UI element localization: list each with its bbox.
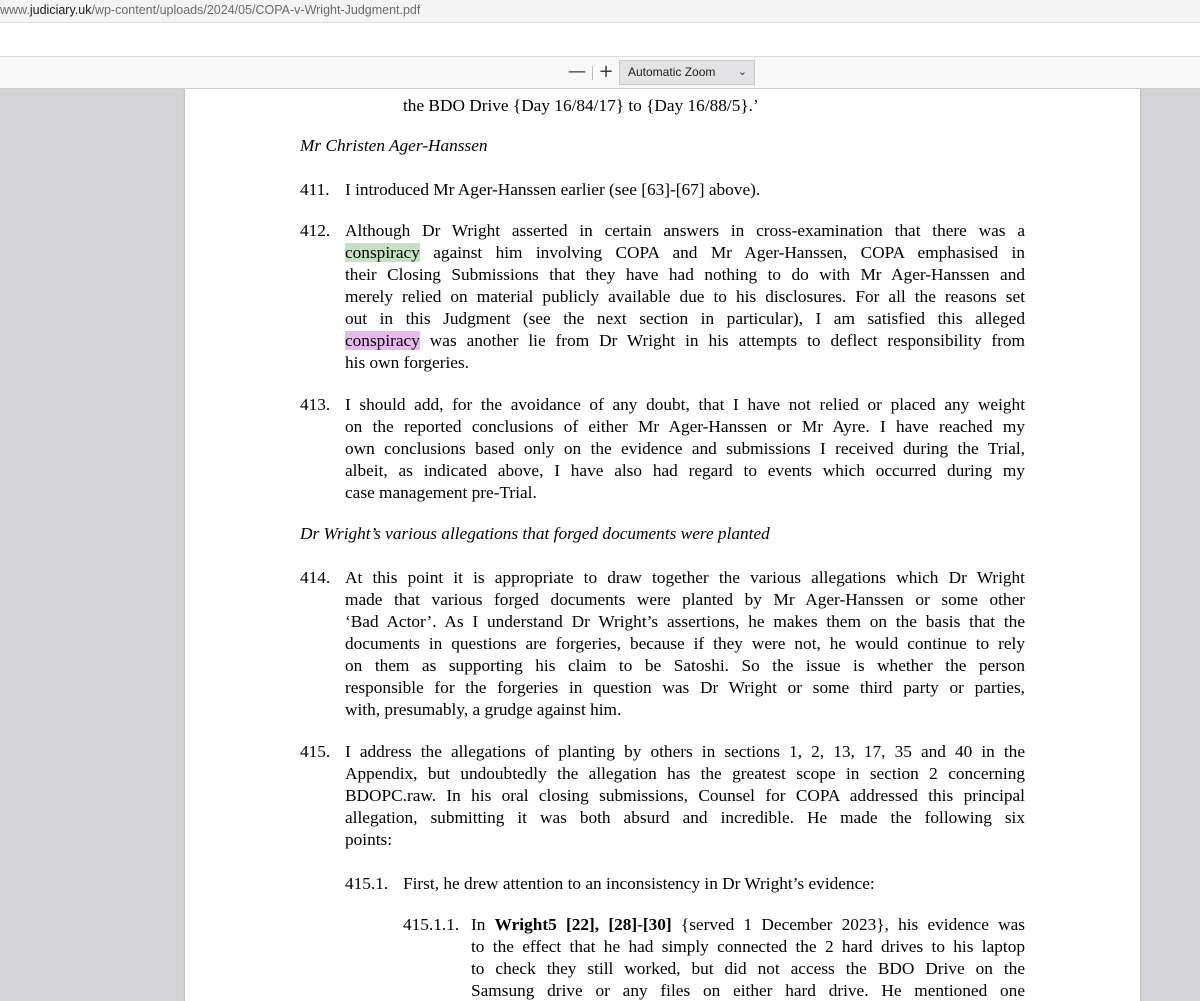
- pdf-viewer[interactable]: [0, 89, 1200, 1001]
- paragraph-number-412: 412.: [300, 221, 331, 240]
- paragraph-414-line: At this point it is appropriate to draw together the various allegations which Dr Wright: [345, 568, 1025, 587]
- paragraph-412-line: their Closing Submissions that they have had nothing to do with Mr Ager-Hanssen and: [345, 265, 1025, 284]
- paragraph-415-line: points:: [345, 830, 393, 849]
- zoom-in-button[interactable]: +: [598, 61, 614, 82]
- zoom-select[interactable]: [619, 60, 755, 85]
- zoom-out-button[interactable]: —: [568, 61, 586, 82]
- paragraph-414-line: responsible for the forgeries in question was Dr Wright or some third party or parties,: [345, 678, 1025, 697]
- paragraph-number-414: 414.: [300, 568, 331, 587]
- search-highlight: conspiracy: [345, 331, 420, 350]
- chevron-down-icon: ⌄: [737, 66, 747, 78]
- paragraph-413-line: I should add, for the avoidance of any doubt, that I have not relied or placed any weight: [345, 395, 1025, 414]
- paragraph-411-line: I introduced Mr Ager-Hanssen earlier (see [63]-[67] above).: [345, 180, 761, 199]
- toolbar-divider: [592, 66, 593, 80]
- paragraph-412-line: out in this Judgment (see the next section in particular), I am satisfied this alleged: [345, 309, 1025, 328]
- paragraph-414-line: made that various forged documents were planted by Mr Ager-Hanssen or some other: [345, 590, 1025, 609]
- paragraph-number-415-1-1: 415.1.1.: [403, 915, 460, 934]
- paragraph-413-line: own conclusions based only on the evidence and submissions I received during the Trial,: [345, 439, 1025, 458]
- section-heading-planted: Dr Wright’s various allegations that forged documents were planted: [300, 524, 770, 543]
- paragraph-413-line: case management pre-Trial.: [345, 483, 537, 502]
- paragraph-number-415-1: 415.1.: [345, 874, 389, 893]
- pdf-toolbar: [0, 57, 1200, 89]
- paragraph-415-1-1-line: to the effect that he had simply connected the 2 hard drives to his laptop: [471, 937, 1025, 956]
- zoom-select-value: Automatic Zoom: [628, 65, 716, 79]
- citation-bold: Wright5 [22], [28]: [494, 915, 638, 934]
- pdf-page: [185, 89, 1140, 1001]
- paragraph-412-line: conspiracy against him involving COPA and Mr Ager-Hanssen, COPA emphasised in: [345, 243, 1026, 262]
- paragraph-415-line: allegation, submitting it was both absurd and incredible. He made the following six: [345, 808, 1025, 827]
- paragraph-414-line: ‘Bad Actor’. As I understand Dr Wright’s assertions, he makes them on the basis that the: [345, 612, 1025, 631]
- paragraph-413-line: albeit, as indicated above, I have also had regard to events which occurred during my: [345, 461, 1025, 480]
- paragraph-415-1-1-line: Samsung drive or any files on either hard drive. He mentioned one: [471, 981, 1025, 1000]
- paragraph-415-line: Appendix, but undoubtedly the allegation has the greatest scope in section 2 concerning: [345, 764, 1025, 783]
- paragraph-414-line: with, presumably, a grudge against him.: [345, 700, 622, 719]
- paragraph-412-line: Although Dr Wright asserted in certain answers in cross-examination that there was a: [345, 221, 1025, 240]
- paragraph-415-line: I address the allegations of planting by others in sections 1, 2, 13, 17, 35 and 40 in the: [345, 742, 1025, 761]
- paragraph-415-1-line: First, he drew attention to an inconsistency in Dr Wright’s evidence:: [403, 874, 875, 893]
- paragraph-412-line: his own forgeries.: [345, 353, 469, 372]
- paragraph-414-line: on them as supporting his claim to be Satoshi. So the issue is whether the person: [345, 656, 1025, 675]
- paragraph-412-line: conspiracy was another lie from Dr Wright in his attempts to deflect responsibility from: [345, 331, 1025, 350]
- paragraph-413-line: on the reported conclusions of either Mr Ager-Hanssen or Mr Ayre. I have reached my: [345, 417, 1025, 436]
- browser-strip: [0, 23, 1200, 57]
- paragraph-number-413: 413.: [300, 395, 331, 414]
- url-host: judiciary.uk: [29, 3, 92, 17]
- paragraph-415-1-1-line: In Wright5 [22], [28]-[30] {served 1 December 2023}, his evidence was: [471, 915, 1025, 934]
- address-bar[interactable]: [0, 0, 1200, 23]
- url-path: /wp-content/uploads/2024/05/COPA-v-Wright-Judgment.pdf: [91, 3, 421, 17]
- url-prefix: www.: [0, 3, 30, 17]
- top-line: the BDO Drive {Day 16/84/17} to {Day 16/88/5}.’: [403, 96, 759, 115]
- citation-bold: [30]: [642, 915, 672, 934]
- search-highlight: conspiracy: [345, 243, 420, 262]
- paragraph-414-line: documents in questions are forgeries, because if they were not, he would continue to rely: [345, 634, 1025, 653]
- paragraph-number-415: 415.: [300, 742, 331, 761]
- paragraph-412-line: merely relied on material publicly available due to his disclosures. For all the reasons set: [345, 287, 1025, 306]
- section-heading-ager-hanssen: Mr Christen Ager-Hanssen: [300, 136, 488, 155]
- paragraph-415-1-1-line: to check they still worked, but did not access the BDO Drive on the: [471, 959, 1025, 978]
- paragraph-number-411: 411.: [300, 180, 330, 199]
- paragraph-415-line: BDOPC.raw. In his oral closing submissions, Counsel for COPA addressed this principal: [345, 786, 1025, 805]
